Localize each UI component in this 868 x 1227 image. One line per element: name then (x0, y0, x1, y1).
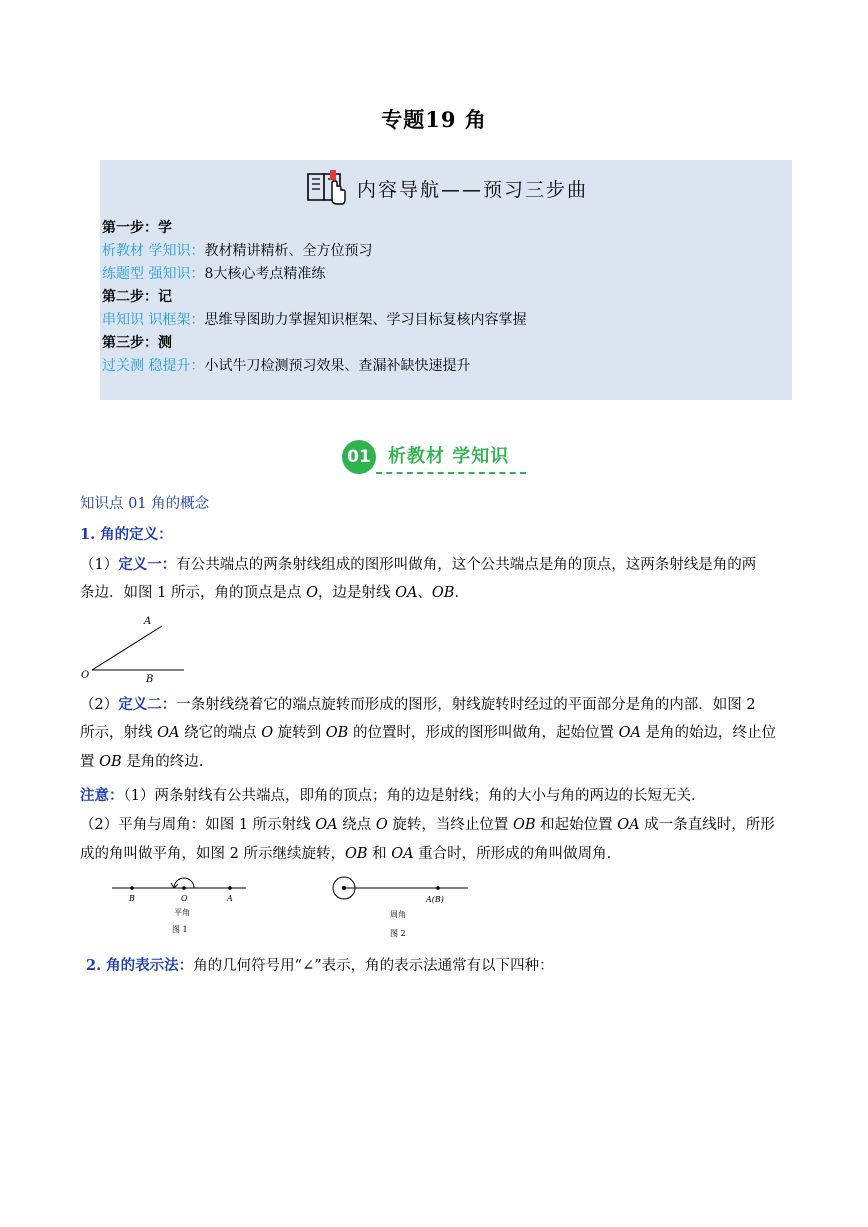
nav-header (100, 166, 792, 210)
nav-line-1-desc: 教材精讲精析、全方位预习 (204, 243, 373, 259)
caption-full-angle: 周角 (390, 910, 406, 919)
text-run: 的位置时，形成的图形叫做角，起始位置 (348, 725, 619, 741)
var-oa: OA (617, 817, 640, 833)
var-o: O (306, 585, 318, 601)
nav-line-1 (102, 241, 372, 261)
note-line-1 (80, 781, 792, 811)
representation-line (86, 951, 798, 981)
definition-1-text: 有公共端点的两条射线组成的图形叫做角，这个公共端点是角的顶点，这两条射线是角的两 (176, 557, 757, 573)
text-run: 所示，射线 (80, 725, 158, 741)
definition-2-line-1 (80, 690, 792, 720)
text-run: ，边是射线 (317, 585, 396, 601)
text-run: 绕点 (337, 817, 376, 833)
label-b: B (146, 674, 154, 682)
nav-line-2-label: 练题型 强知识： (102, 266, 205, 282)
nav-line-3 (102, 310, 526, 330)
var-o: O (261, 725, 274, 741)
section-header (336, 436, 532, 478)
var-ob: OB (344, 846, 368, 862)
nav-line-4-label: 过关测 稳提升： (102, 358, 205, 374)
var-oa: OA (395, 585, 418, 601)
label-a: A (144, 616, 152, 627)
label-b: B (129, 894, 135, 903)
text-run: 成的角叫做平角，如图 2 所示继续旋转， (80, 846, 345, 862)
nav-line-2 (102, 264, 325, 284)
definition-1-line-2 (80, 579, 792, 608)
text-run: 是角的终边. (121, 754, 204, 770)
text-run: ． (454, 585, 469, 601)
knowledge-point-title: 知识点 01 角的概念 (80, 496, 210, 512)
definition-2-line-2 (80, 719, 792, 748)
point-o-center (342, 886, 346, 890)
point-o (182, 886, 186, 890)
var-ob: OB (99, 754, 122, 770)
ray-oa (92, 626, 162, 670)
text-run: 重合时，所形成的角叫做周角． (413, 846, 622, 862)
text-run: 旋转到 (273, 725, 326, 741)
page-title: 专题19 角 (381, 107, 487, 132)
caption-flat-angle: 平角 (174, 908, 190, 917)
label-o: O (181, 894, 188, 903)
var-ob: OB (431, 585, 455, 601)
text-run: 绕它的端点 (179, 725, 262, 741)
definition-2-prefix: （2） (80, 697, 119, 713)
caption-figure-1: 图 1 (172, 925, 188, 934)
caption-figure-2: 图 2 (390, 929, 406, 938)
point-ab (436, 886, 440, 890)
var-ob: OB (325, 725, 349, 741)
step2-heading: 第二步：记 (102, 289, 172, 305)
step3-heading: 第三步：测 (102, 335, 172, 351)
var-oa: OA (618, 725, 641, 741)
note-label: 注意： (80, 787, 124, 804)
nav-line-2-desc: 8大核心考点精准练 (204, 266, 326, 282)
nav-line-4 (102, 356, 470, 376)
section-dashed-underline (376, 472, 526, 474)
note-text-1: （1）两条射线有公共端点，即角的顶点；角的边是射线；角的大小与角的两边的长短无关． (123, 788, 706, 804)
definition-1-label: 定义一： (118, 556, 177, 573)
representation-text: 角的几何符号用“∠”表示，角的表示法通常有以下四种： (193, 958, 554, 974)
definition-heading: 1. 角的定义： (80, 526, 173, 543)
text-run: 旋转，当终止位置 (387, 817, 513, 833)
definition-2-line-3 (80, 748, 792, 777)
step1-heading: 第一步：学 (102, 220, 172, 236)
label-ab: A(B) (426, 895, 444, 904)
point-b (130, 886, 134, 890)
note-line-2 (80, 811, 792, 840)
nav-line-4-desc: 小试牛刀检测预习效果、查漏补缺快速提升 (204, 358, 471, 374)
var-oa: OA (157, 725, 180, 741)
text-run: 和 (367, 846, 392, 862)
note-line-3 (80, 840, 792, 869)
figure-flat-full-angle (108, 872, 478, 944)
text-run: 条边．如图 1 所示，角的顶点是点 (80, 585, 307, 601)
definition-1-prefix: （1） (80, 557, 119, 573)
definition-2-label: 定义二： (118, 696, 177, 713)
nav-line-3-label: 串知识 识框架： (102, 312, 205, 328)
text-run: 置 (80, 754, 100, 770)
representation-label: 2. 角的表示法： (86, 957, 194, 974)
var-oa: OA (315, 817, 338, 833)
point-a (228, 886, 232, 890)
var-o: O (375, 817, 388, 833)
var-oa: OA (391, 846, 414, 862)
section-number-badge: 01 (342, 440, 376, 474)
label-o: O (81, 670, 90, 681)
text-run: 、 (417, 585, 432, 601)
label-a: A (227, 894, 233, 903)
section-label: 析教材 学知识 (388, 446, 510, 467)
text-run: 是角的始边，终止位 (640, 725, 777, 741)
text-run: 成一条直线时，所形 (639, 817, 775, 833)
book-hand-icon (304, 166, 348, 210)
figure-angle-aob (78, 610, 188, 682)
nav-line-3-desc: 思维导图助力掌握知识框架、学习目标复核内容掌握 (204, 312, 527, 328)
definition-2-text: 一条射线绕着它的端点旋转而形成的图形，射线旋转时经过的平面部分是角的内部．如图 2 (176, 697, 756, 713)
nav-line-1-label: 析教材 学知识： (102, 243, 205, 259)
definition-1-line-1 (80, 550, 792, 580)
var-ob: OB (512, 817, 536, 833)
nav-box (100, 160, 792, 400)
text-run: 和起始位置 (535, 817, 618, 833)
nav-title: 内容导航——预习三步曲 (357, 178, 589, 201)
text-run: （2）平角与周角：如图 1 所示射线 (80, 817, 316, 833)
